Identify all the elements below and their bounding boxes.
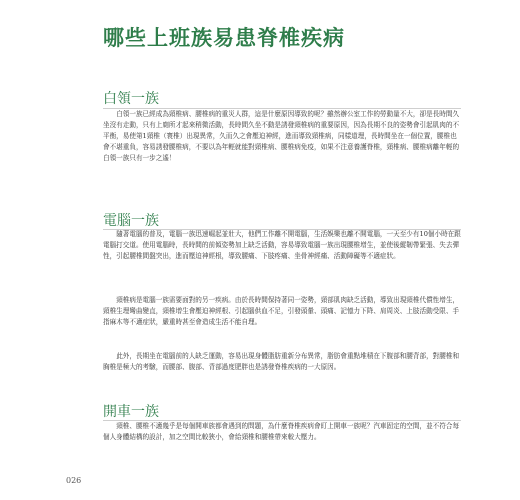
page-number: 026 bbox=[66, 476, 82, 485]
section-heading-computer-users: 電腦一族 bbox=[103, 213, 159, 229]
section-heading-drivers: 開車一族 bbox=[103, 404, 159, 420]
paragraph: 頸椎、腰椎不適幾乎是每個開車族都會遇到的問題，為什麼脊椎疾病會盯上開車一族呢？汽車固定的空間，並不符合每個人身體結構的設計，加之空間比較狹小，會給頸椎和腰椎帶來較大壓力。 bbox=[103, 422, 460, 441]
paragraph: 此外，長期坐在電腦前的人缺乏運動，容易出現身體脂肪重新分布異常，脂肪會重點堆積在下腹部和腰背部，對腰椎和胸椎是極大的考驗，而腰部、腹部、背部過度肥胖也是誘發脊椎疾病的一大原因。 bbox=[103, 352, 460, 371]
page-title: 哪些上班族易患脊椎疾病 bbox=[103, 26, 345, 50]
paragraph: 隨著電腦的普及，電腦一族迅速崛起並壯大，他們工作離不開電腦，生活娛樂也離不開電腦，一天至少有10個小時在跟電腦打交道。使用電腦時，長時間的前傾姿勢加上缺乏活動，容易導致電腦一族出現腰椎增生，並使後縱韌帶緊張、失去彈性，引起腰椎間盤突出，進而壓迫神經根，導致腰痛、下肢疼痛、坐骨神經痛、活動障礙等不適症狀。 bbox=[103, 230, 461, 260]
paragraph: 白領一族已經成為頸椎病、腰椎病的重災人群，這是什麼原因導致的呢？雖然辦公室工作的勞動量不大，卻是長時間久坐沒有走動，只有上廁所才起來稍微活動，長時間久坐不動是誘發頸椎病的重要原因，因為長期不良的姿勢會引起肌肉的不平衡，易使第1頸椎（寰椎）出現異常，久而久之會壓迫神經，進而導致頸椎病，同樣道理，長時間坐在一個位置，腰椎也會不堪重負，容易誘發腰椎病，不要以為年輕就能對頸椎病、腰椎病免疫，如果不注意養護脊椎，頸椎病、腰椎病離年輕的白領一族只有一步之遙！ bbox=[103, 110, 460, 162]
paragraph: 頸椎病是電腦一族需要面對的另一疾病。由於長時間保持著同一姿勢，頸部肌肉缺乏活動，導致出現頸椎代償性增生，頸椎生理彎曲變直，頸椎增生會壓迫神經根、引起腦供血不足，引發頭暈、頭痛、記憶力下降、肩周炎、上肢活動受限、手指麻木等不適症狀，嚴重時甚至會造成生活不能自理。 bbox=[103, 296, 460, 326]
section-heading-white-collar: 白領一族 bbox=[103, 91, 159, 107]
